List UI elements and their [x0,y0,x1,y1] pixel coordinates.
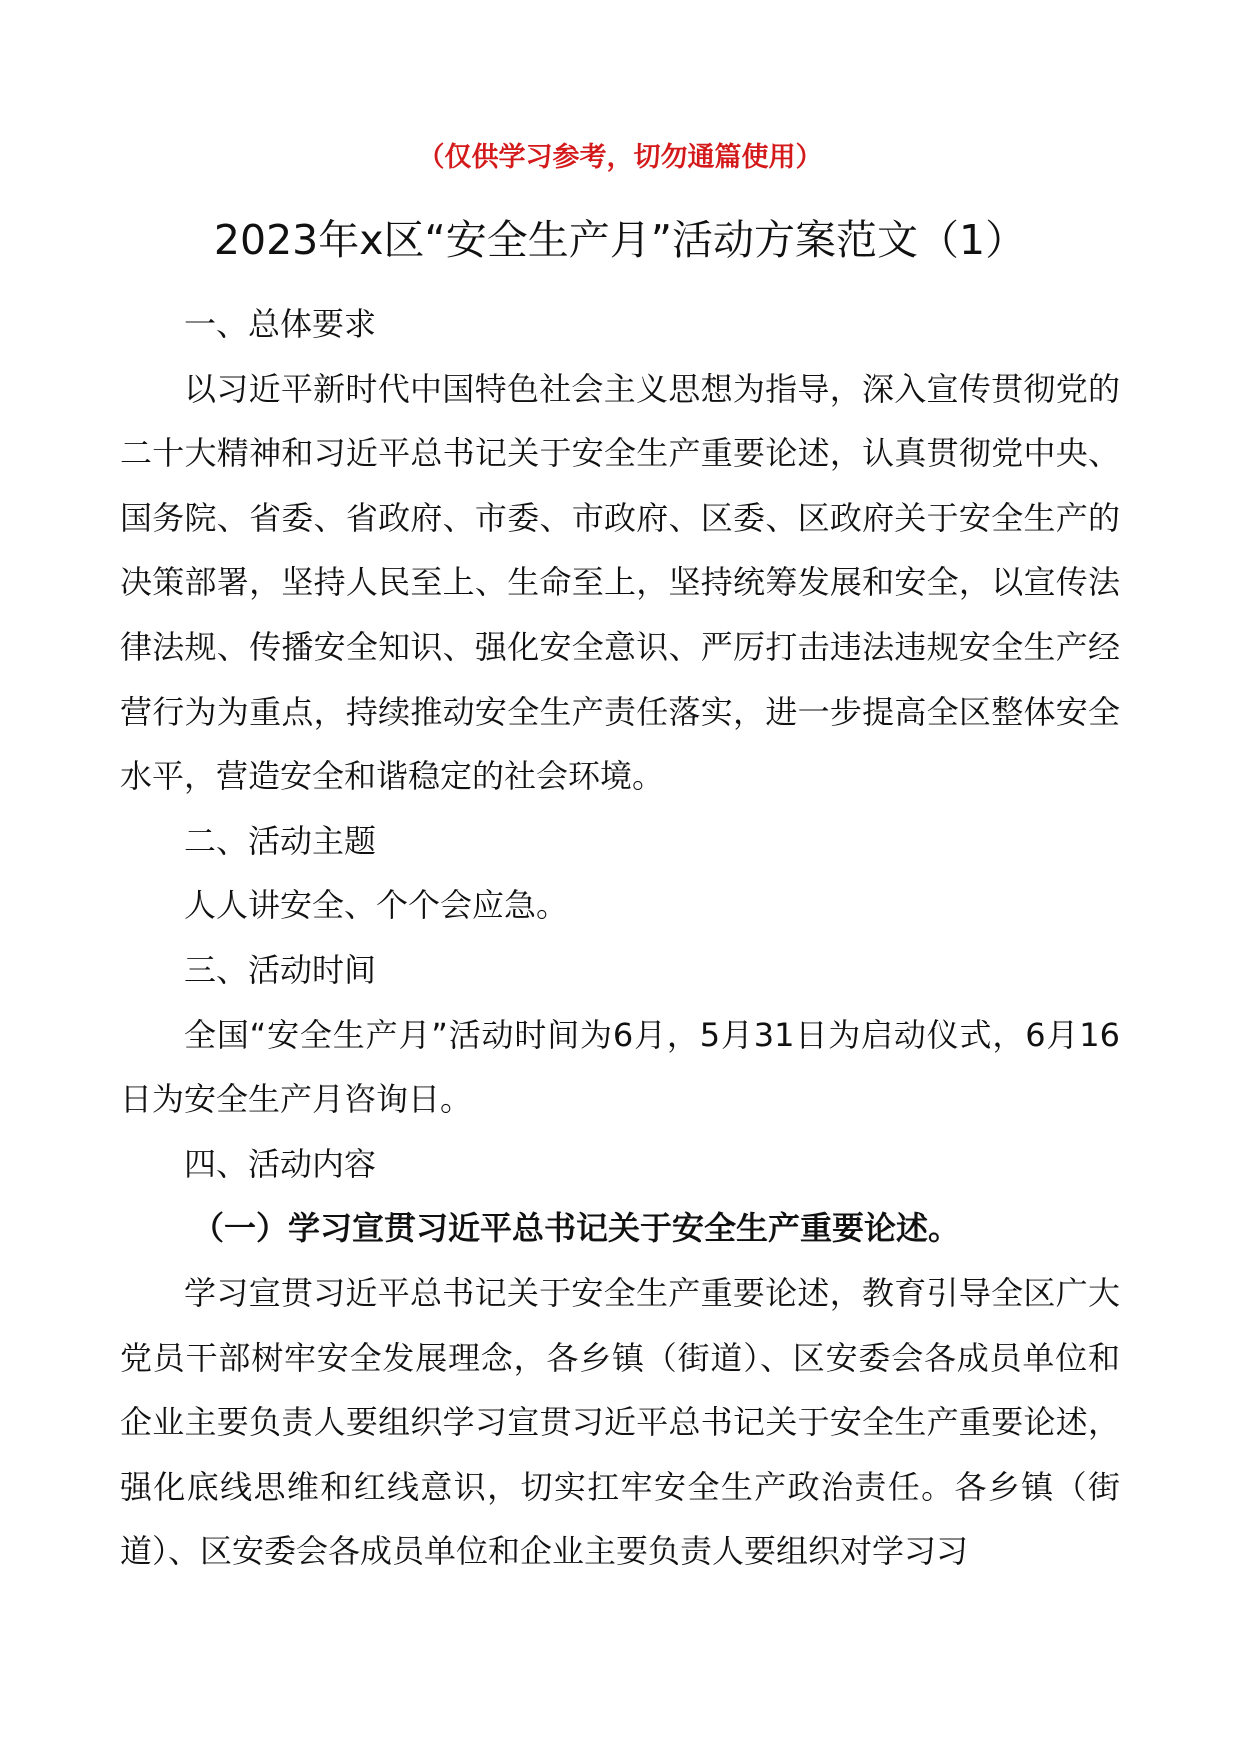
document-title: 2023年x区“安全生产月”活动方案范文（1） [213,216,1027,264]
section-paragraph-requirements: 以习近平新时代中国特色社会主义思想为指导，深入宣传贯彻党的二十大精神和习近平总书记关于安全生产重要论述，认真贯彻党中央、国务院、省委、省政府、市委、市政府、区委、区政府关于安全生产的决策部署，坚持人民至上、生命至上，坚持统筹发展和安全，以宣传法律法规、传播安全知识、强化安全意识、严厉打击违法违规安全生产经营行为为重点，持续推动安全生产责任落实，进一步提高全区整体安全水平，营造安全和谐稳定的社会环境。 [120,369,1120,796]
section-heading-theme: 二、活动主题 [184,821,377,860]
section-paragraph-theme: 人人讲安全、个个会应急。 [184,886,569,925]
document-body [120,292,1120,1584]
section-heading-content: 四、活动内容 [184,1144,377,1183]
section-paragraph-content: 学习宣贯习近平总书记关于安全生产重要论述，教育引导全区广大党员干部树牢安全发展理念，各乡镇（街道）、区安委会各成员单位和企业主要负责人要组织学习宣贯习近平总书记关于安全生产重要论述，强化底线思维和红线意识，切实扛牢安全生产政治责任。各乡镇（街道）、区安委会各成员单位和企业主要负责人要组织对学习习 [120,1273,1120,1571]
section-heading-time: 三、活动时间 [184,950,377,989]
section-paragraph-time: 全国“安全生产月”活动时间为6月，5月31日为启动仪式，6月16日为安全生产月咨询日。 [120,1015,1120,1119]
usage-notice: （仅供学习参考，切勿通篇使用） [417,142,823,173]
section-heading-requirements: 一、总体要求 [184,305,377,343]
section-subheading-content: （一）学习宣贯习近平总书记关于安全生产重要论述。 [192,1209,961,1248]
